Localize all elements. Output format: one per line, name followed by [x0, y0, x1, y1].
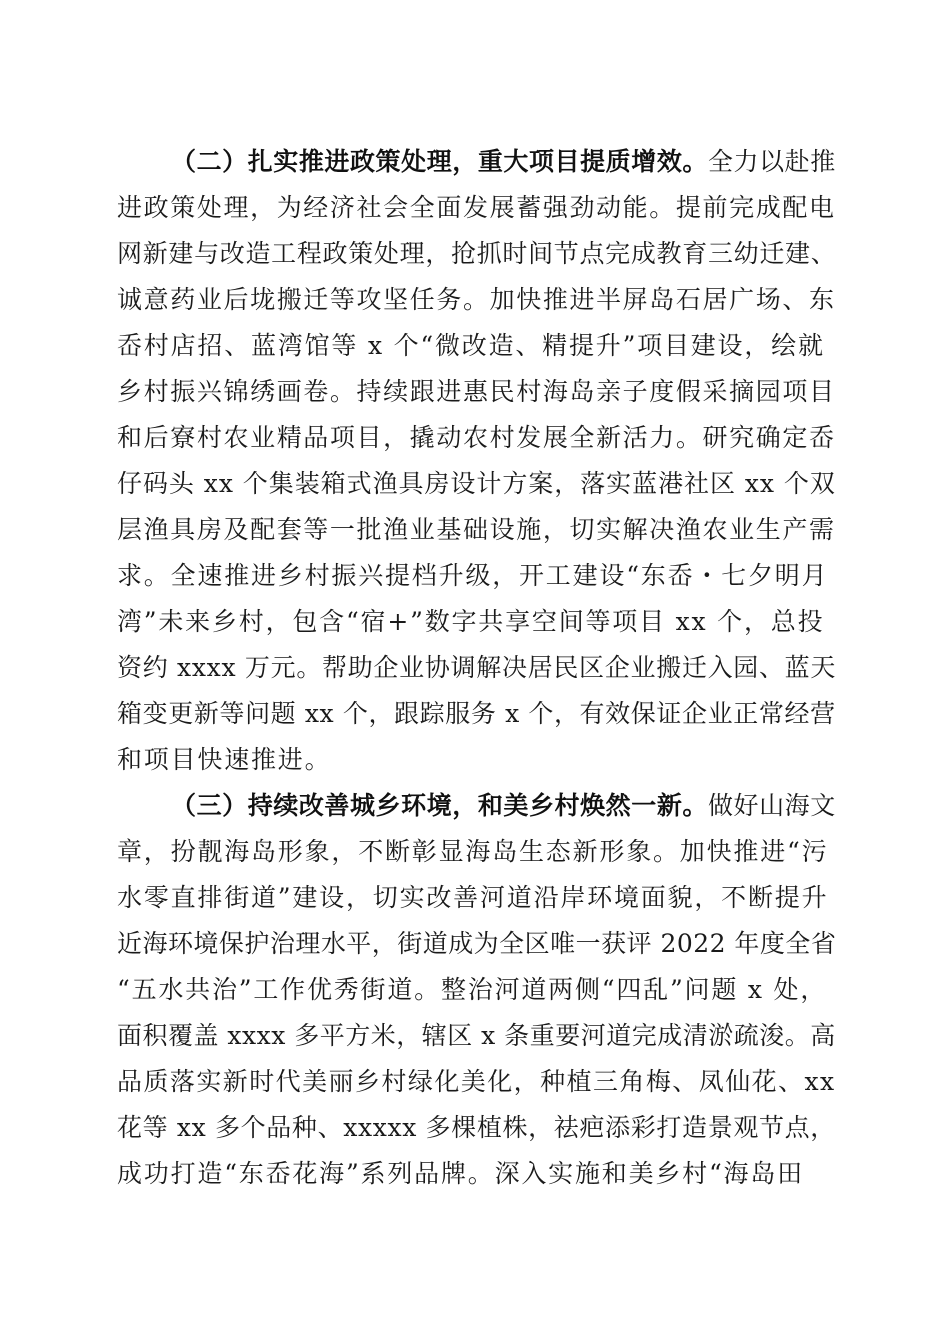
paragraph-line: 箱变更新等问题 xx 个，跟踪服务 x 个，有效保证企业正常经营 — [117, 699, 836, 728]
line-text: 全力以赴推 — [707, 147, 836, 176]
paragraph-line: 近海环境保护治理水平，街道成为全区唯一获评 2022 年度全省 — [117, 929, 837, 958]
paragraph-line: 和项目快速推进。 — [117, 745, 332, 774]
paragraph-line: 面积覆盖 xxxx 多平方米，辖区 x 条重要河道完成清淤疏浚。高 — [117, 1021, 836, 1050]
paragraph-line: 品质落实新时代美丽乡村绿化美化，种植三角梅、凤仙花、xx — [117, 1067, 836, 1096]
paragraph-line: 诚意药业后垅搬迁等攻坚任务。加快推进半屏岛石居广场、东 — [117, 285, 836, 314]
paragraph-line: 乡村振兴锦绣画卷。持续跟进惠民村海岛亲子度假采摘园项目 — [117, 377, 836, 406]
paragraph-line — [171, 789, 836, 823]
paragraph-line: 湾”未来乡村，包含“宿+”数字共享空间等项目 xx 个，总投 — [117, 607, 825, 636]
section-heading: （三）持续改善城乡环境，和美乡村焕然一新。 — [171, 791, 708, 820]
paragraph-line: 进政策处理，为经济社会全面发展蓄强劲动能。提前完成配电 — [117, 193, 836, 222]
paragraph-line: 岙村店招、蓝湾馆等 x 个“微改造、精提升”项目建设，绘就 — [117, 331, 825, 360]
paragraph-line: 求。全速推进乡村振兴提档升级，开工建设“东岙・七夕明月 — [117, 561, 829, 590]
line-text: 做好山海文 — [707, 791, 836, 820]
section-heading: （二）扎实推进政策处理，重大项目提质增效。 — [171, 147, 708, 176]
paragraph-line: 章，扮靓海岛形象，不断彰显海岛生态新形象。加快推进“污 — [117, 837, 829, 866]
paragraph-line: 仔码头 xx 个集装箱式渔具房设计方案，落实蓝港社区 xx 个双 — [117, 469, 836, 498]
paragraph-line: 资约 xxxx 万元。帮助企业协调解决居民区企业搬迁入园、蓝天 — [117, 653, 837, 682]
paragraph-line: 层渔具房及配套等一批渔业基础设施，切实解决渔农业生产需 — [117, 515, 836, 544]
paragraph-line: 网新建与改造工程政策处理，抢抓时间节点完成教育三幼迁建、 — [117, 239, 837, 268]
paragraph-line: “五水共治”工作优秀街道。整治河道两侧“四乱”问题 x 处， — [117, 975, 828, 1004]
paragraph-line — [171, 145, 836, 179]
paragraph-line: 水零直排街道”建设，切实改善河道沿岸环境面貌，不断提升 — [117, 883, 829, 912]
paragraph-line: 成功打造“东岙花海”系列品牌。深入实施和美乡村“海岛田 — [117, 1159, 804, 1188]
paragraph-line: 花等 xx 多个品种、xxxxx 多棵植株，祛疤添彩打造景观节点， — [117, 1113, 836, 1142]
paragraph-line: 和后寮村农业精品项目，撬动农村发展全新活力。研究确定岙 — [117, 423, 836, 452]
